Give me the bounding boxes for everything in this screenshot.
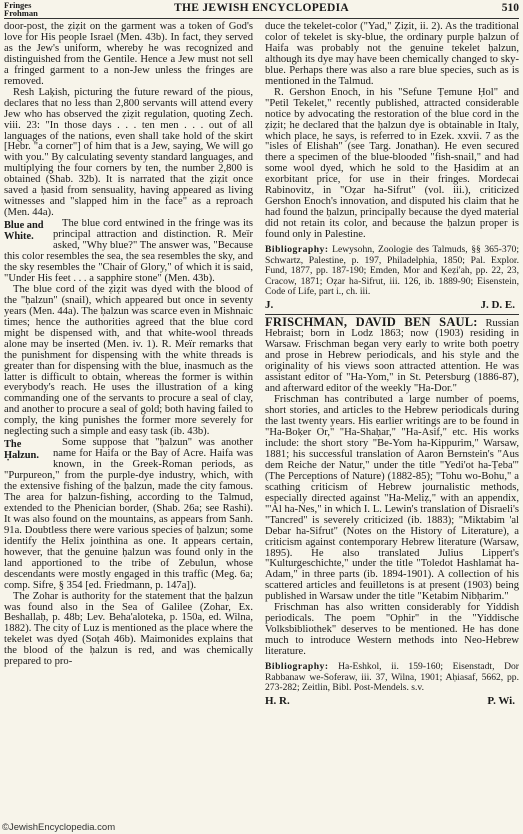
bibliography-text: Lewysohn, Zoologie des Talmuds, §§ 365-370; Schwartz, Palestine, p. 197, Philadelphia, 1850; Pal. Explor. Fund, 1877, pp. 187-190; Emden, Mor and Ḳeẓi'ah, pp. 22, 23, Cracow, 1871; Oẓar ha-Sifrut, iii. 126, ib. 1889-90; Eisenstein, Code of Life, part i., ch. iii. xyxy=(265,244,519,298)
signature-line xyxy=(265,696,519,707)
signature-author: P. Wi. xyxy=(487,694,515,707)
bibliography-text: Ha-Eshkol, ii. 159-160; Eisenstadt, Dor Rabbanaw we-Soferaw, iii. 37, Wilna, 1901; Aḥiasaf, 5662, pp. 273-282; Zeitlin, Bibl. Post-Mendels. s.v. xyxy=(265,661,519,694)
paragraph: duce the tekelet-color ("Yad," Ẓiẓit, ii. 2). As the traditional color of tekelet is sky-blue, the ordinary purple ḥalzun of Haifa was probably not the genuine tekelet ḥalzun, although its dye may have been chemically changed to sky-blue. Perhaps there was also a rare blue species, such as is mentioned in the Talmud. xyxy=(265,21,519,87)
running-head-guide-words: Fringes Frohman xyxy=(4,0,38,18)
paragraph: Frischman has also written considerably for Yiddish periodicals. The poem "Ophir" in the "Yiddische Volksbibliothek" deserves to be mentioned. He has done much to introduce Western methods into Neo-Hebrew literature. xyxy=(265,602,519,658)
signature-line xyxy=(265,300,519,311)
side-heading: The Ḥalzun. xyxy=(4,439,39,462)
right-column xyxy=(265,22,519,707)
paragraph: door-post, the ẓiẓit on the garment was a token of God's love for His people Israel (Men. 43b). In fact, they served as the Jew's uniform, whereby he was recognized and distinguished from the Gentile. Hence a Jew must not sell a fringed garment to a non-Jew unless the fringes are removed. xyxy=(4,21,253,87)
paragraph-text: The blue cord entwined in the fringe was its principal attraction and distinction. R. Meïr asked, "Why blue?" The answer was, "Because this color resembles the sea, the sea resembles the sky, and the sky resembles the "Chair of Glory," of which it is said, "Under His feet . . . a sapphire stone" (Men. 43b). xyxy=(4,218,253,284)
paragraph: The blue cord of the ẓiẓit was dyed with the blood of the "ḥalzun" (snail), which appeared but once in seventy years (Men. 44a). The ḥalzun was scarce even in Mishnaic times; hence the authorities agreed that the blue cord might be dispensed with, and that white-wool threads alone may be inserted (Men. iv. 1). R. Meïr remarks that the punishment for dispensing with the white threads is greater than for dispensing with the blue, inasmuch as the latter is difficult to obtain, whereas the former is within everybody's reach. He uses the illustration of a king commanding one of the servants to procure a seal of clay, and another to procure a seal of gold; both having failed to comply, the king punishes the former more severely for neglecting such a simple and easy task (ib. 43b). xyxy=(4,283,253,438)
watermark: ©JewishEncyclopedia.com xyxy=(2,822,116,833)
signature-initial: J. xyxy=(265,298,274,311)
article-title: FRISCHMAN, DAVID BEN SAUL: xyxy=(265,314,478,329)
page-number: 510 xyxy=(501,2,519,14)
paragraph-text: Russian Hebraist; born in Lodz 1863; now (1903) residing in Warsaw. Frischman began very early to write both poetry and prose in Hebrew periodicals, and his style and the originality of his views soon attracted attention. He was assistant editor of "Ha-Yom," in St. Petersburg (1886-87), and afterward editor of the weekly "Ha-Dor." xyxy=(265,317,519,395)
paragraph-text: Some suppose that "ḥalzun" was another name for Haifa or the Bay of Acre. Haifa was known, in the Greek-Roman periods, as "Purpureon," from the purple-dye industry, which, with the extensive fishing of the ḥalzun, made the city famous. The area for ḥalzun-fishing, according to the Talmud, extended to the Phenician border, (Shab. 26a; see Rashi). It was also found on the mountains, as appears from Sanh. 91a. Doubtless there were various species of ḥalzun; some identify the Helix jointhina as one. It appears certain, however, that the genuine ḥalzun was found only in the land apportioned to the tribe of Zebulun, whose descendants were mostly engaged in this traffic (Meg. 6a; comp. Sifre, § 354 [ed. Friedmann, p. 147a]). xyxy=(4,437,253,591)
side-heading: Blue and White. xyxy=(4,220,44,243)
paragraph: Resh Laḳish, picturing the future reward of the pious, declares that no less than 2,800 servants will attend every Jew who has observed the ẓiẓit regulation, quoting Zech. viii. 23: "In those days . . . ten men . . . out of all languages of the nations, even shall take hold of the skirt [Hebr. "a corner"] of him that is a Jew, saying, We will go with you." By calculating seventy standard languages, and multiplying the four corners by ten, the number 2,800 is obtained (Shab. 32b). It is narrated that the ẓiẓit once saved a ḥasid from sensuality, having appeared as living witnesses and "slapped him in the face" as a reproach (Men. 44a). xyxy=(4,86,253,219)
signature-initial: H. R. xyxy=(265,694,290,707)
paragraph-with-side-heading xyxy=(4,438,253,591)
signature-author: J. D. E. xyxy=(480,298,515,311)
bibliography xyxy=(265,245,519,298)
paragraph: The Zohar is authority for the statement that the ḥalzun was found also in the Sea of Galilee (Zohar, Ex. Beshallaḥ, p. 48b; Lev. Beha'aloteka, p. 150a, ed. Wilna, 1882). The city of Luz is mentioned as the place where the tekelet was dyed (Soṭah 46b). Maimonides explains that the blood of the ḥalzun is red, and was chemically prepared to pro- xyxy=(4,590,253,668)
bibliography-label: Bibliography: xyxy=(265,244,329,256)
page-header xyxy=(4,1,519,17)
paragraph: Frischman has contributed a large number of poems, short stories, and articles to the Hebrew periodicals during the last twenty years. His earlier writings are to be found in "Ha-Boḳer Or," "Ha-Shaḥar," "Ha-Asif," etc. His works include: the short story "Be-Yom ha-Kippurim," Warsaw, 1881; his successful translation of Aaron Bernstein's "Aus dem Reiche der Natur," under the title "Yedi'ot ha-Ṭeba'" (The Perceptions of Nature) (1882-85); "Tohu wo-Bohu," a scathing criticism of Hebrew journalistic methods, especially directed against "Ha-Meliẓ," with an appendix, "'Al ha-Nes," in which I. L. Lewin's translation of Disraeli's "Tancred" is severely criticized (ib. 1883); "Miktabim 'al Debar ha-Sifrut" (Notes on the History of Literature), a criticism against contemporary Hebrew literature (Warsaw, 1895). He also translated Julius Lippert's "Kulturgeschichte," under the title "Toledot Hashlamat ha-Adam," in three parts (ib. 1894-1901). A collection of his scattered articles and feuilletons is at present (1903) being published in Warsaw under the title "Ketabim Nibḥarim." xyxy=(265,394,519,603)
left-column xyxy=(4,22,253,668)
article-opening xyxy=(265,314,519,396)
paragraph-with-side-heading xyxy=(4,219,253,285)
publication-title: THE JEWISH ENCYCLOPEDIA xyxy=(174,2,349,14)
bibliography-label: Bibliography: xyxy=(265,661,329,673)
bibliography xyxy=(265,662,519,694)
header-rule xyxy=(4,18,519,19)
paragraph: R. Gershon Enoch, in his "Sefune Ṭemune Ḥol" and "Petil Tekelet," recently published, attracted considerable notice by advocating the restoration of the blue cord in the ẓiẓit; he declared that the ḥalzun dye is obtainable in Italy, which place, he says, is referred to in Ezek. xxvii. 7 as the "isles of Elishah" (see Targ. Jonathan). He even secured there a specimen of the blue-blooded "fish-snail," and had some wool dyed, which he sold to the Ḥasidim at an exorbitant price, for use in their fringes. Mordecai Rabinovitz, in "Oẓar ha-Sifrut" (vol. iii.), criticized Gershon Enoch's innovation, and disputed his claim that he had found the ḥalzun, principally because the dyed material did not retain its color, and because the ḥalzun proper is found only in Palestine. xyxy=(265,86,519,241)
